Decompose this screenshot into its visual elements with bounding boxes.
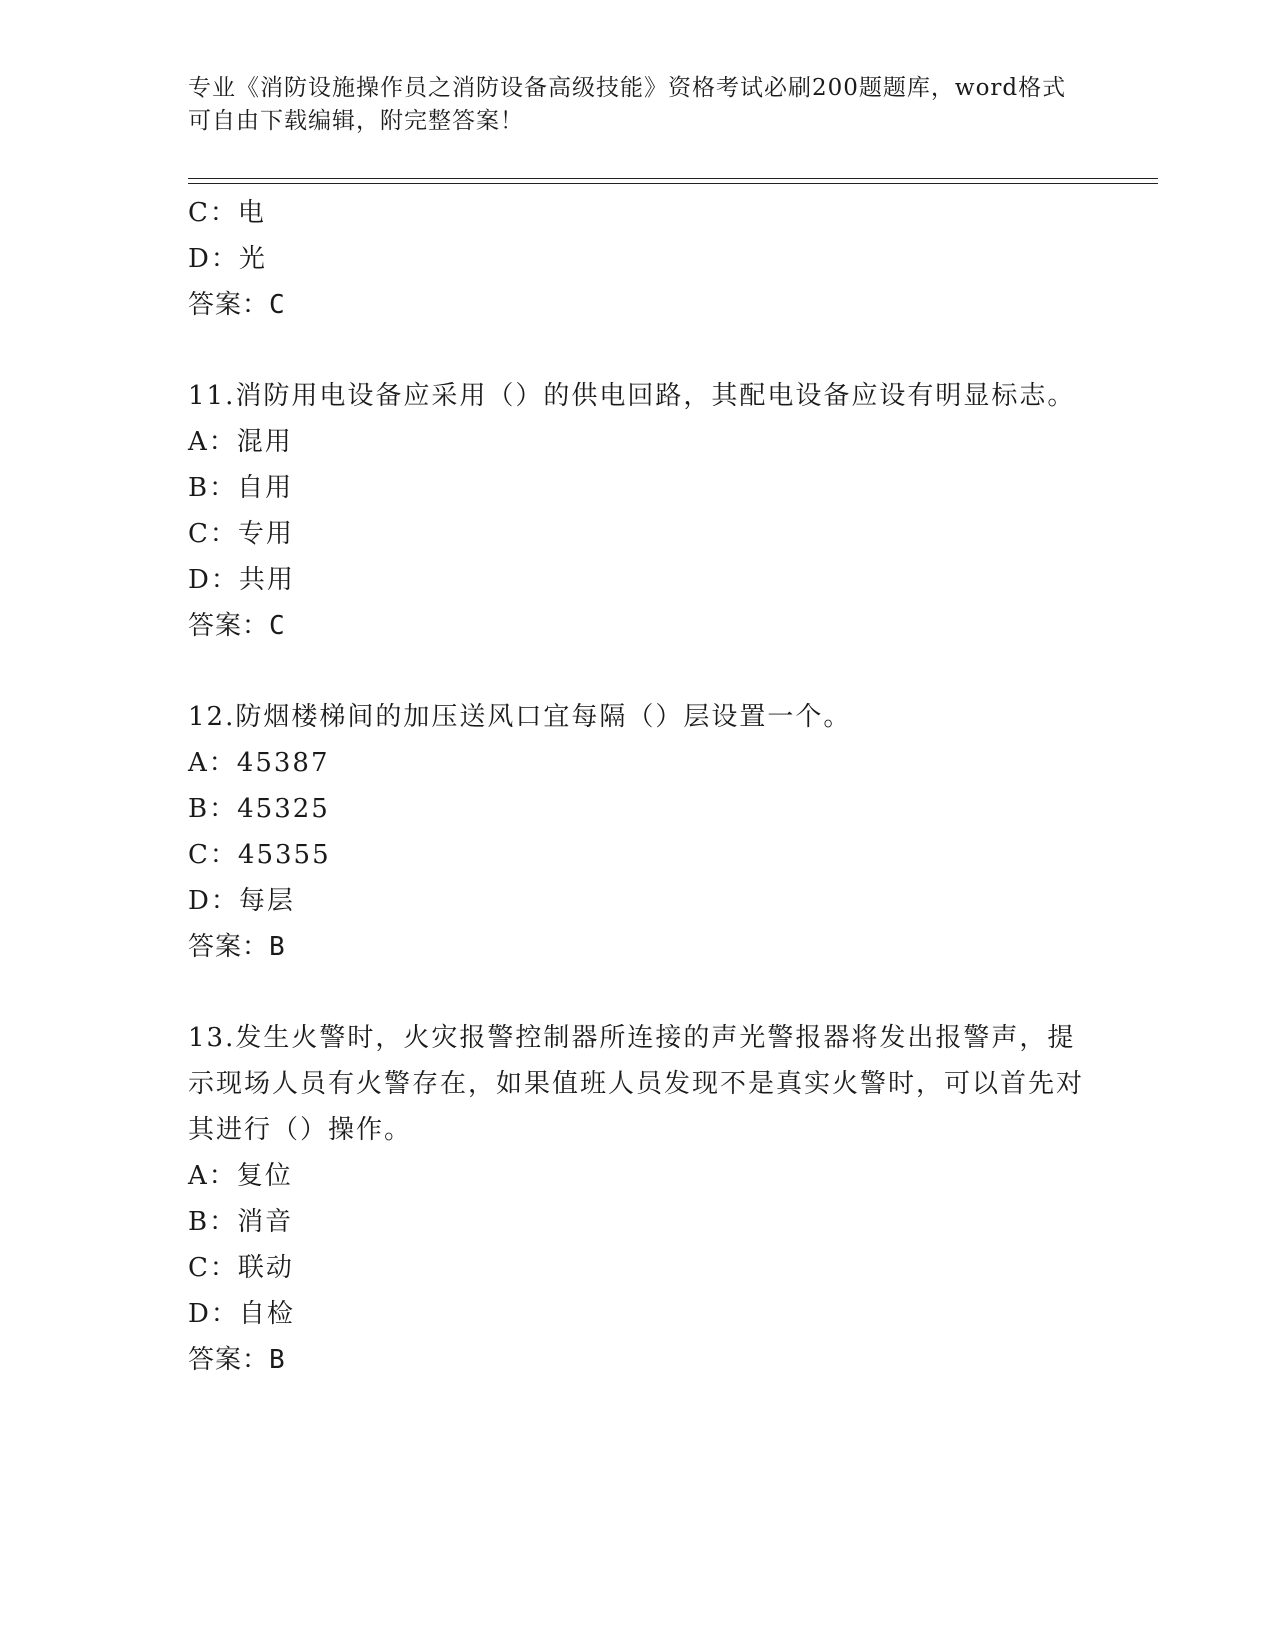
option-d (188, 1291, 1088, 1337)
option-b (188, 1199, 1088, 1245)
option-key: B： (188, 1207, 238, 1237)
answer-value: B (269, 932, 286, 962)
header-rule-bottom (188, 183, 1158, 184)
answer-label: 答案： (188, 290, 270, 320)
option-c (188, 1245, 1088, 1291)
answer-line (188, 1337, 1088, 1383)
option-key: B： (188, 473, 238, 503)
answer-line (188, 282, 1088, 328)
option-key: A： (188, 1161, 237, 1191)
document-header (188, 72, 1088, 138)
option-text: 45355 (237, 840, 331, 870)
question-12 (188, 694, 1088, 970)
option-text: 消音 (237, 1207, 294, 1237)
option-text: 自用 (237, 473, 294, 503)
option-key: A： (188, 427, 237, 457)
option-text: 联动 (237, 1253, 294, 1283)
option-key: D： (188, 1299, 239, 1329)
option-text: 电 (237, 198, 266, 228)
option-d (188, 878, 1088, 924)
option-key: C： (188, 840, 238, 870)
option-key: C： (188, 198, 238, 228)
option-text: 光 (238, 244, 267, 274)
option-c (188, 190, 1088, 236)
option-c (188, 511, 1088, 557)
answer-value: C (269, 290, 286, 320)
answer-value: C (269, 611, 286, 641)
option-key: C： (188, 519, 238, 549)
question-13 (188, 1015, 1088, 1383)
question-stem: 13.发生火警时，火灾报警控制器所连接的声光警报器将发出报警声，提示现场人员有火警存在，如果值班人员发现不是真实火警时，可以首先对其进行（）操作。 (188, 1023, 1085, 1145)
question-stem: 11.消防用电设备应采用（）的供电回路，其配电设备应设有明显标志。 (188, 381, 1076, 411)
option-key: A： (188, 748, 237, 778)
question-list (188, 190, 1088, 1383)
answer-label: 答案： (188, 1345, 270, 1375)
answer-value: B (269, 1345, 286, 1375)
option-key: B： (188, 794, 238, 824)
option-text: 自检 (238, 1299, 295, 1329)
option-d (188, 557, 1088, 603)
option-text: 45387 (236, 748, 330, 778)
option-b (188, 465, 1088, 511)
document-title: 专业《消防设施操作员之消防设备高级技能》资格考试必刷200题题库，word格式可自由下载编辑，附完整答案！ (188, 75, 1067, 134)
question-11 (188, 373, 1088, 649)
option-a (188, 1153, 1088, 1199)
answer-label: 答案： (188, 932, 270, 962)
header-rule-top (188, 178, 1158, 179)
option-key: D： (188, 565, 239, 595)
option-b (188, 786, 1088, 832)
option-text: 每层 (238, 886, 295, 916)
option-a (188, 419, 1088, 465)
option-c (188, 832, 1088, 878)
option-a (188, 740, 1088, 786)
question-stem: 12.防烟楼梯间的加压送风口宜每隔（）层设置一个。 (188, 702, 852, 732)
option-text: 专用 (237, 519, 294, 549)
answer-line (188, 924, 1088, 970)
answer-line (188, 603, 1088, 649)
question-partial (188, 190, 1088, 328)
option-key: C： (188, 1253, 238, 1283)
option-key: D： (188, 244, 239, 274)
option-text: 复位 (236, 1161, 293, 1191)
answer-label: 答案： (188, 611, 270, 641)
option-text: 共用 (238, 565, 295, 595)
option-key: D： (188, 886, 239, 916)
option-d (188, 236, 1088, 282)
option-text: 45325 (237, 794, 330, 824)
option-text: 混用 (236, 427, 293, 457)
